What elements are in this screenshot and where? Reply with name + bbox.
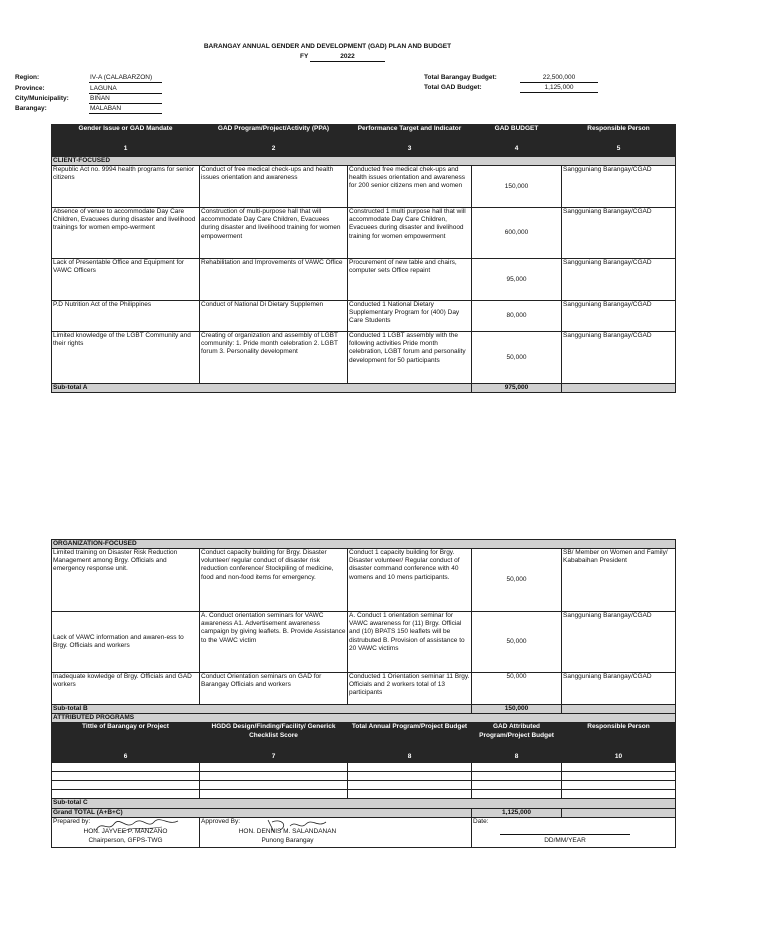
client-focused-table bbox=[51, 124, 676, 393]
subtotal-b-label: Sub-total B bbox=[52, 705, 472, 714]
prepared-by-title: Chairperson, GFPS-TWG bbox=[88, 836, 163, 844]
table-row bbox=[52, 549, 676, 612]
ppa-cell: Conduct Orientation seminars on GAD for Barangay Officials and workers bbox=[200, 673, 348, 705]
budget-cell: 600,000 bbox=[472, 208, 562, 259]
prepared-by-name: HON. JAYVEE P. MANZANO bbox=[83, 827, 168, 835]
person-cell: Sangguniang Barangay/CGAD bbox=[562, 166, 676, 208]
table-row bbox=[52, 259, 676, 301]
fy-value: 2022 bbox=[310, 53, 385, 62]
approved-by-label: Approved By: bbox=[201, 817, 241, 825]
approved-by-name: HON. DENNIS M. SALANDANAN bbox=[238, 827, 337, 835]
date-label: Date: bbox=[473, 817, 489, 825]
barangay-label: Barangay: bbox=[15, 105, 47, 112]
target-cell: Constructed 1 multi purpose hall that will accommodate Day Care Children, Evacuees during disaster and livelihood training for women empowerment bbox=[348, 208, 472, 259]
table-row bbox=[52, 673, 676, 705]
table-row bbox=[52, 612, 676, 673]
signature-row bbox=[52, 817, 676, 847]
target-cell: Procurement of new table and chairs, computer sets Office repaint bbox=[348, 259, 472, 301]
person-cell: Sangguniang Barangay/CGAD bbox=[562, 259, 676, 301]
col-header-person: Responsible Person bbox=[562, 723, 676, 753]
ppa-cell: Conduct of National Di Dietary Supplemen bbox=[200, 301, 348, 332]
col-number: 4 bbox=[472, 145, 562, 157]
col-number: 7 bbox=[200, 753, 348, 763]
target-cell: A. Conduct 1 orientation seminar for VAWC awareness for (11) Brgy. Official and (10) BPATS 150 leaflets will be distrubuted B. Provision of assistance to 20 VAWC victims bbox=[348, 612, 472, 673]
subtotal-a-label: Sub-total A bbox=[52, 384, 472, 393]
total-budget-value: 22,500,000 bbox=[520, 74, 598, 83]
target-cell: Conducted 1 Orientation seminar 11 Brgy. Officials and 2 workers total of 13 participants bbox=[348, 673, 472, 705]
section-attributed-programs: ATTRIBUTED PROGRAMS bbox=[52, 714, 676, 723]
ppa-cell: Rehabilitation and Improvements of VAWC Office bbox=[200, 259, 348, 301]
table-row bbox=[52, 301, 676, 332]
target-cell: Conduct 1 capacity building for Brgy. Disaster volunteer/ Regular conduct of disaster command conference with 40 womens and 10 mens participants. bbox=[348, 549, 472, 612]
approved-by-title: Punong Barangay bbox=[261, 836, 314, 844]
col-number: 6 bbox=[52, 753, 200, 763]
issue-cell: Limited knowledge of the LGBT Community and their rights bbox=[52, 332, 200, 384]
budget-cell: 50,000 bbox=[472, 549, 562, 612]
col-header-issue: Gender Issue or GAD Mandate bbox=[52, 125, 200, 145]
ppa-cell: Creating of organization and assembly of LGBT community: 1. Pride month celebration 2. LGBT forum 3. Personality development bbox=[200, 332, 348, 384]
target-cell: Conducted free medical chek-ups and health issues orientation and awareness for 200 senior citizens men and women bbox=[348, 166, 472, 208]
col-number: 8 bbox=[348, 753, 472, 763]
col-header-hgdg: HGDG Design/Finding/Facility/ Generick Checklist Score bbox=[200, 723, 348, 753]
issue-cell: Inadequate kowledge of Brgy. Officials and GAD workers bbox=[52, 673, 200, 705]
budget-cell: 50,000 bbox=[472, 612, 562, 673]
col-number: 1 bbox=[52, 145, 200, 157]
col-header-total-budget: Total Annual Program/Project Budget bbox=[348, 723, 472, 753]
col-header-target: Performance Target and Indicator bbox=[348, 125, 472, 145]
issue-cell: Lack of VAWC information and awaren-ess to Brgy. Officials and workers bbox=[52, 612, 200, 673]
ppa-cell: A. Conduct orientation seminars for VAWC awareness A1. Advertisement awareness campaign by giving leaflets. B. Provide Assistance to the VAWC victim bbox=[200, 612, 348, 673]
grand-total-label: Grand TOTAL (A+B+C) bbox=[52, 808, 472, 817]
empty-row bbox=[52, 772, 676, 781]
issue-cell: Limited training on Disaster Risk Reduction Management among Brgy. Officials and emergency response unit. bbox=[52, 549, 200, 612]
province-label: Province: bbox=[15, 85, 45, 92]
section-client-focused: CLIENT-FOCUSED bbox=[52, 157, 676, 166]
prepared-by-label: Prepared by: bbox=[53, 817, 91, 825]
col-header-person: Responsible Person bbox=[562, 125, 676, 145]
empty-row bbox=[52, 763, 676, 772]
person-cell: Sangguniang Barangay/CGAD bbox=[562, 301, 676, 332]
col-header-title: Tittle of Barangay or Project bbox=[52, 723, 200, 753]
issue-cell: Republic Act no. 9994 health programs for senior citizens bbox=[52, 166, 200, 208]
date-format: DD/MM/YEAR bbox=[544, 836, 586, 844]
total-budget-label: Total Barangay Budget: bbox=[424, 74, 497, 81]
region-value: IV-A (CALABARZON) bbox=[89, 74, 162, 83]
issue-cell: P.D Nutrition Act of the Philippines bbox=[52, 301, 200, 332]
budget-cell: 50,000 bbox=[472, 332, 562, 384]
organization-focused-table bbox=[51, 539, 676, 848]
ppa-cell: Construction of multi-purpose hall that will accommodate Day Care Children, Evacuees during disaster and livelihood training for women empowerment bbox=[200, 208, 348, 259]
person-cell: Sangguniang Barangay/CGAD bbox=[562, 332, 676, 384]
col-number: 10 bbox=[562, 753, 676, 763]
target-cell: Conducted 1 National Dietary Supplementary Program for (400) Day Care Students bbox=[348, 301, 472, 332]
ppa-cell: Conduct capacity building for Brgy. Disaster volunteer/ regular conduct of disaster risk reduction conference/ Stockpiling of medicine, food and non-food items for emergency. bbox=[200, 549, 348, 612]
city-label: City/Municipality: bbox=[15, 95, 69, 102]
province-value: LAGUNA bbox=[89, 85, 162, 94]
person-cell: SB/ Member on Women and Family/ Kababaihan President bbox=[562, 549, 676, 612]
col-number: 5 bbox=[562, 145, 676, 157]
col-number: 2 bbox=[200, 145, 348, 157]
issue-cell: Absence of venue to accommodate Day Care Children, Evacuees during disaster and livelihood trainings for women empo-werment bbox=[52, 208, 200, 259]
empty-row bbox=[52, 790, 676, 799]
table-row bbox=[52, 208, 676, 259]
issue-cell: Lack of Presentable Office and Equipment for VAWC Officers bbox=[52, 259, 200, 301]
col-header-attributed-budget: GAD Attributed Program/Project Budget bbox=[472, 723, 562, 753]
barangay-value: MALABAN bbox=[89, 105, 162, 114]
region-label: Region: bbox=[15, 74, 40, 81]
gad-budget-label: Total GAD Budget: bbox=[424, 84, 482, 91]
col-number: 8 bbox=[472, 753, 562, 763]
grand-total-value: 1,125,000 bbox=[472, 808, 562, 817]
person-cell: Sangguniang Barangay/CGAD bbox=[562, 673, 676, 705]
col-number: 3 bbox=[348, 145, 472, 157]
col-header-ppa: GAD Program/Project/Activity (PPA) bbox=[200, 125, 348, 145]
budget-cell: 95,000 bbox=[472, 259, 562, 301]
date-line bbox=[500, 827, 630, 835]
section-organization-focused: ORGANIZATION-FOCUSED bbox=[52, 540, 676, 549]
person-cell: Sangguniang Barangay/CGAD bbox=[562, 612, 676, 673]
subtotal-a-value: 975,000 bbox=[472, 384, 562, 393]
subtotal-c-label: Sub-total C bbox=[52, 799, 676, 808]
table-row bbox=[52, 332, 676, 384]
person-cell: Sangguniang Barangay/CGAD bbox=[562, 208, 676, 259]
ppa-cell: Conduct of free medical check-ups and health issues orientation and awareness bbox=[200, 166, 348, 208]
subtotal-b-value: 150,000 bbox=[472, 705, 562, 714]
table-row bbox=[52, 166, 676, 208]
target-cell: Conducted 1 LGBT assembly with the following activities Pride month celebration, LGBT forum and personality development for 50 participants bbox=[348, 332, 472, 384]
document-title: BARANGAY ANNUAL GENDER AND DEVELOPMENT (GAD) PLAN AND BUDGET bbox=[203, 43, 452, 50]
budget-cell: 50,000 bbox=[472, 673, 562, 705]
budget-cell: 80,000 bbox=[472, 301, 562, 332]
col-header-budget: GAD BUDGET bbox=[472, 125, 562, 145]
fy-label: FY bbox=[300, 53, 309, 60]
city-value: BIÑAN bbox=[89, 95, 162, 104]
empty-row bbox=[52, 781, 676, 790]
budget-cell: 150,000 bbox=[472, 166, 562, 208]
gad-budget-value: 1,125,000 bbox=[520, 84, 598, 93]
